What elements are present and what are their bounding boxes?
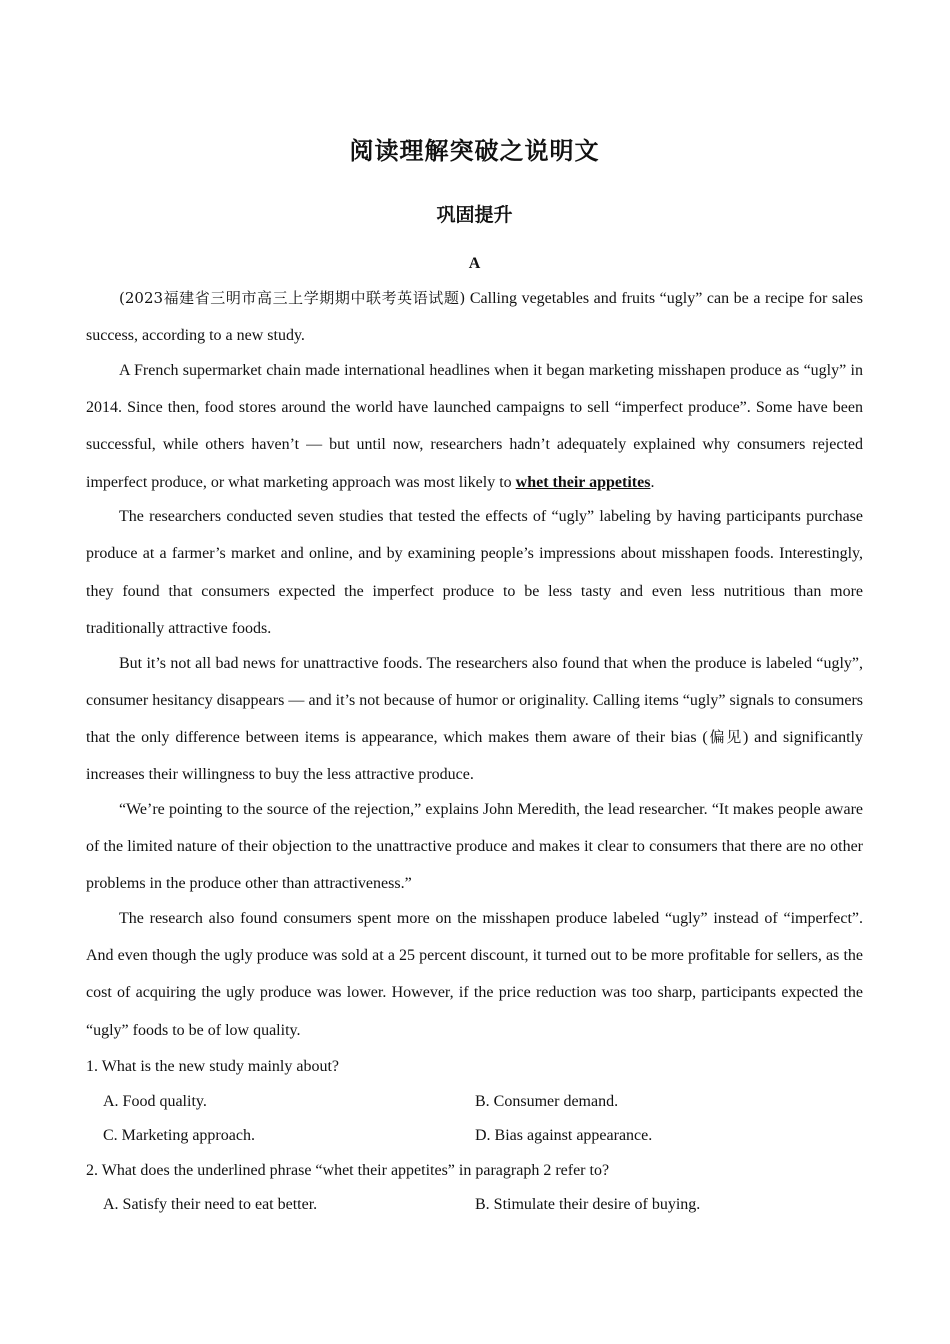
question-list — [86, 1050, 863, 1223]
section-label: A — [468, 255, 481, 272]
paragraph-2 — [86, 352, 863, 501]
paragraph-1-text: Calling vegetables and fruits “ugly” can be a recipe for sales success, according to a new study. — [86, 290, 863, 345]
paragraph-4-text-after: ) and significantly increases their willingness to buy the less attractive produce. — [86, 728, 863, 784]
question-1-options-row-1 — [86, 1085, 863, 1120]
question-1-option-a: A. Food quality. — [103, 1092, 207, 1110]
source-citation: (2023福建省三明市高三上学期期中联考英语试题) — [119, 289, 466, 307]
underlined-phrase: whet their appetites — [515, 473, 651, 491]
paragraph-2-text-after: . — [650, 473, 655, 491]
paragraph-4-text-before: But it’s not all bad news for unattractive foods. The researchers also found that when the produce is labeled “ugly”, consumer hesitancy disappears — and it’s not because of humor or originality. Calling items “ugly” signals to consumers that the only difference between items is appearance, which makes them aware of their bias ( — [86, 654, 863, 746]
reading-passage — [86, 280, 863, 1049]
paragraph-6: The research also found consumers spent more on the misshapen produce labeled “ugly” instead of “imperfect”. And even though the ugly produce was sold at a 25 percent discount, it turned out to be more profitable for sellers, as the cost of acquiring the ugly produce was lower. However, if the price reduction was too sharp, participants expected the “ugly” foods to be of low quality. — [86, 909, 863, 1039]
question-2-option-a: A. Satisfy their need to eat better. — [103, 1196, 318, 1213]
paragraph-1 — [86, 280, 863, 354]
paragraph-3: The researchers conducted seven studies that tested the effects of “ugly” labeling by having participants purchase produce at a farmer’s market and online, and by examining people’s impressions about misshapen foods. Interestingly, they found that consumers expected the imperfect produce to be less tasty and even less nutritious than more traditionally attractive foods. — [86, 508, 863, 637]
question-1-options-row-2 — [86, 1119, 863, 1154]
question-2-options-row-1 — [86, 1188, 863, 1223]
paragraph-5: “We’re pointing to the source of the rejection,” explains John Meredith, the lead researcher. “It makes people aware of the limited nature of their objection to the unattractive produce and makes it clear to consumers that there are no other problems in the produce other than attractiveness.” — [86, 800, 863, 893]
chinese-gloss: 偏见 — [707, 727, 744, 746]
question-1-option-c: C. Marketing approach. — [103, 1127, 255, 1144]
page-subtitle: 巩固提升 — [436, 204, 513, 226]
page-title: 阅读理解突破之说明文 — [349, 137, 600, 165]
paragraph-4 — [86, 645, 863, 794]
question-2-option-b: B. Stimulate their desire of buying. — [475, 1196, 701, 1213]
question-1-option-d: D. Bias against appearance. — [475, 1127, 653, 1144]
question-1-option-b: B. Consumer demand. — [475, 1092, 619, 1110]
question-1-stem: 1. What is the new study mainly about? — [86, 1058, 339, 1075]
question-2-stem: 2. What does the underlined phrase “whet their appetites” in paragraph 2 refer to? — [86, 1161, 610, 1179]
paragraph-2-text-before: A French supermarket chain made international headlines when it began marketing misshapen produce as “ugly” in 2014. Since then, food stores around the world have launched campaigns to sell “imperfect produce”. Some have been successful, while others haven’t — but until now, researchers hadn’t adequately explained why consumers rejected imperfect produce, or what marketing approach was most likely to — [86, 361, 863, 491]
